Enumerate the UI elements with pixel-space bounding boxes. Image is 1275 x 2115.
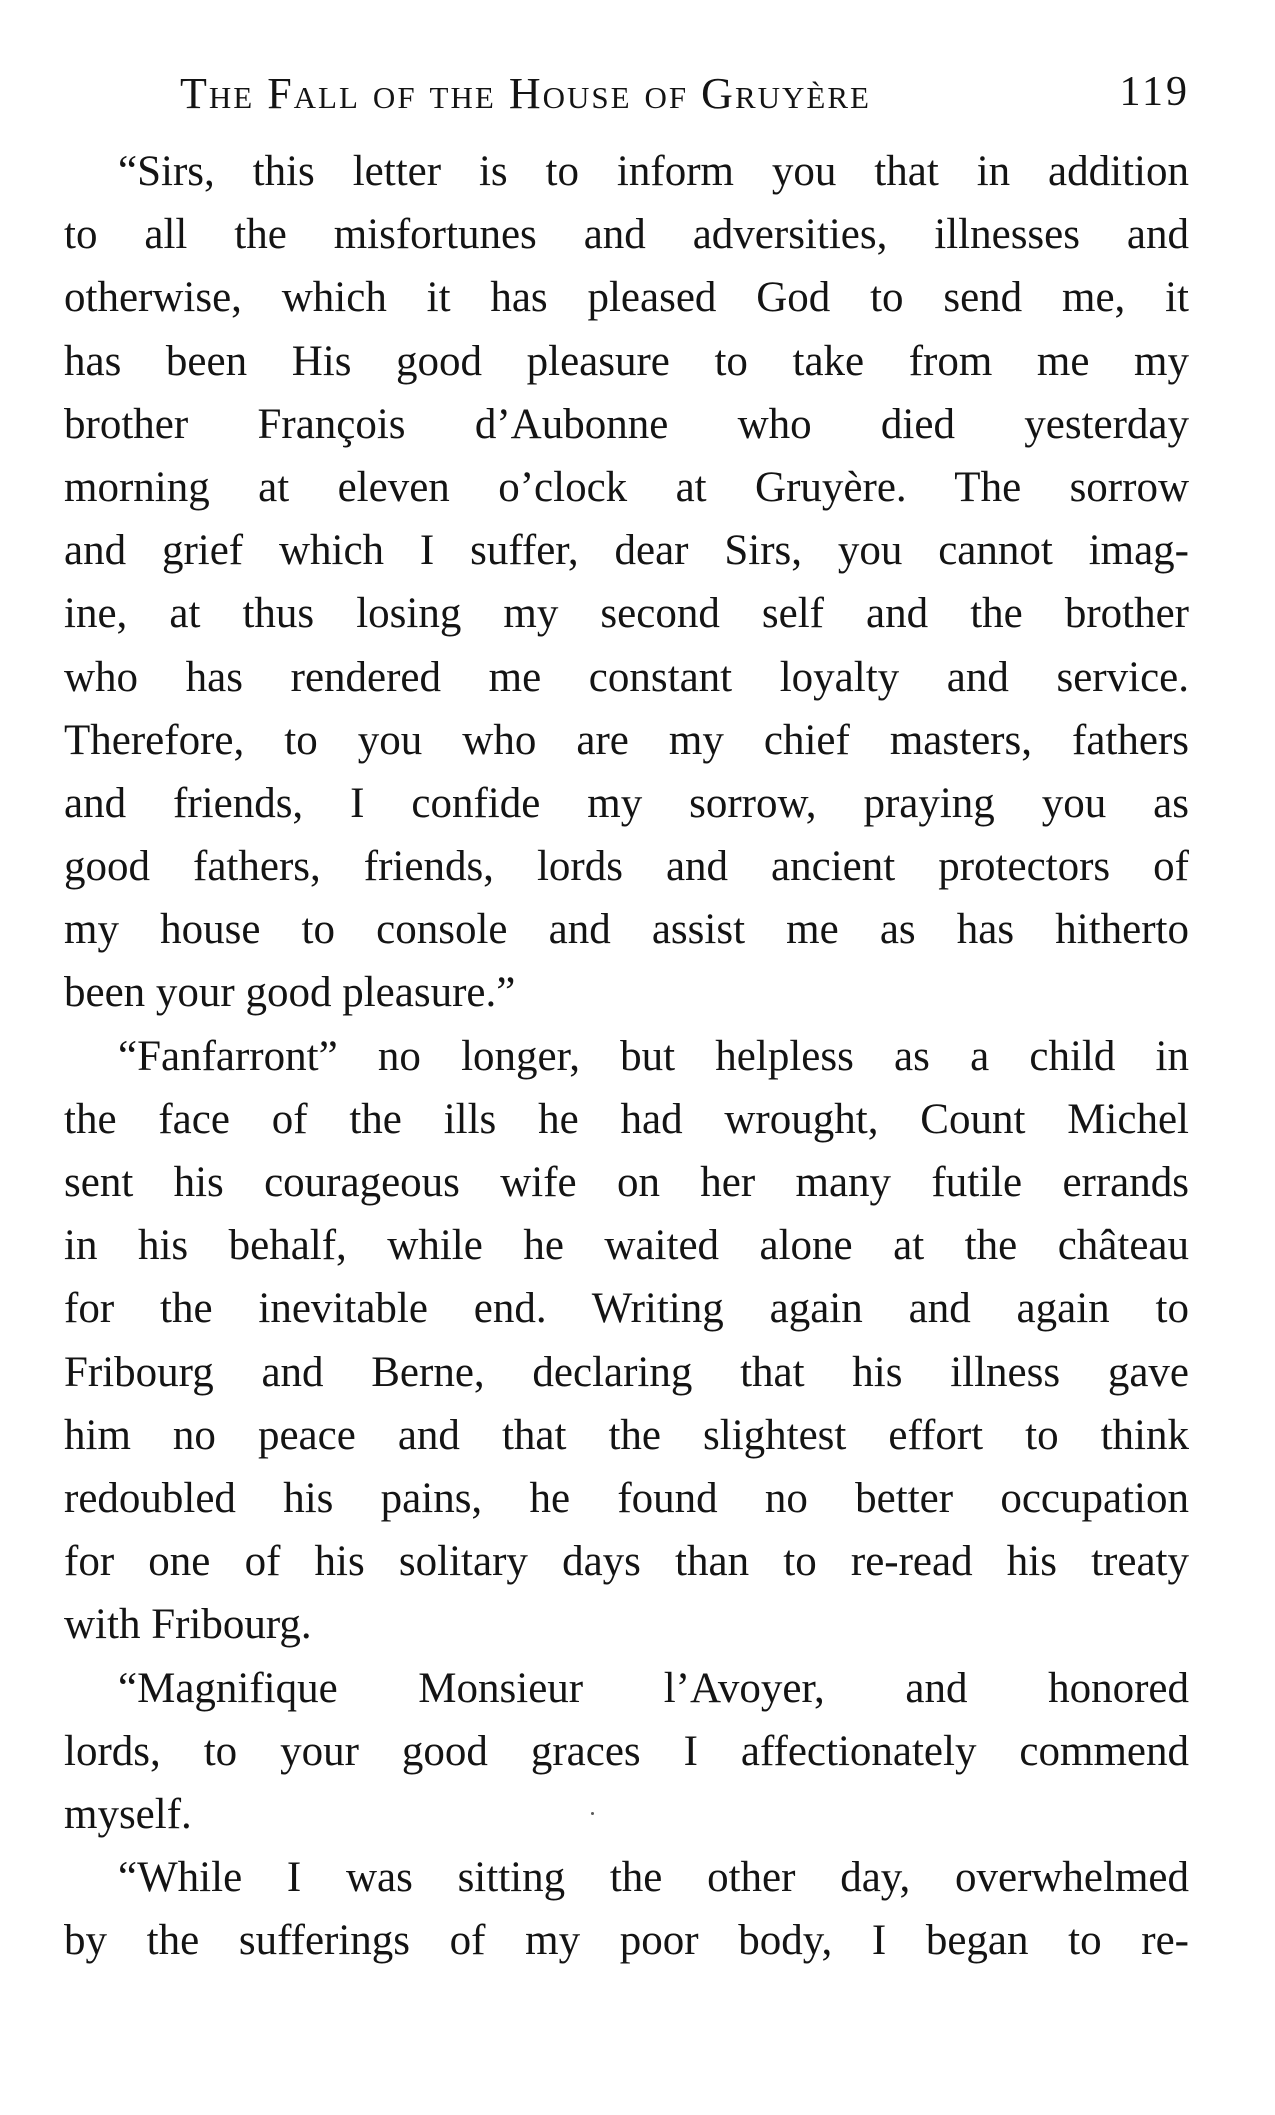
text-line: morning at eleven o’clock at Gruyère. The sorrow	[64, 463, 1189, 511]
text-line: lords, to your good graces I affectionately commend	[64, 1727, 1189, 1775]
text-line: by the sufferings of my poor body, I began to re-	[64, 1917, 1189, 1965]
text-line: “Fanfarront” no longer, but helpless as a child in	[118, 1032, 1189, 1080]
text-line: who has rendered me constant loyalty and service.	[64, 653, 1189, 701]
text-line: redoubled his pains, he found no better occupation	[64, 1474, 1189, 1522]
text-line: Therefore, to you who are my chief masters, fathers	[64, 716, 1189, 764]
text-line: “While I was sitting the other day, overwhelmed	[118, 1854, 1189, 1902]
page-number: 119	[1119, 69, 1190, 115]
running-head-title: The Fall of the House of Gruyère	[180, 69, 871, 118]
text-line: the face of the ills he had wrought, Count Michel	[64, 1095, 1189, 1143]
text-line: has been His good pleasure to take from me my	[64, 337, 1189, 385]
body-text	[64, 140, 1189, 1972]
running-head	[180, 68, 1190, 128]
text-line: for the inevitable end. Writing again and again to	[64, 1285, 1189, 1333]
text-line: “Sirs, this letter is to inform you that in addition	[118, 148, 1189, 195]
text-line: ine, at thus losing my second self and the brother	[64, 590, 1189, 638]
print-speck	[591, 1812, 594, 1815]
text-line: “Magnifique Monsieur l’Avoyer, and honored	[118, 1664, 1189, 1712]
text-line: been your good pleasure.”	[64, 969, 516, 1017]
text-line: myself.	[64, 1790, 192, 1838]
text-line: otherwise, which it has pleased God to send me, it	[64, 274, 1189, 322]
text-line: with Fribourg.	[64, 1601, 312, 1649]
text-line: him no peace and that the slightest effort to think	[64, 1411, 1189, 1459]
text-line: my house to console and assist me as has hitherto	[64, 906, 1189, 954]
text-line: sent his courageous wife on her many futile errands	[64, 1159, 1189, 1206]
text-line: and friends, I confide my sorrow, praying you as	[64, 779, 1189, 827]
text-line: good fathers, friends, lords and ancient protectors of	[64, 843, 1189, 891]
text-line: to all the misfortunes and adversities, illnesses and	[64, 211, 1189, 259]
text-line: brother François d’Aubonne who died yesterday	[64, 400, 1189, 448]
text-line: for one of his solitary days than to re-read his treaty	[64, 1538, 1189, 1586]
text-line: and grief which I suffer, dear Sirs, you cannot imag-	[64, 527, 1189, 575]
text-line: in his behalf, while he waited alone at the château	[64, 1222, 1189, 1270]
text-line: Fribourg and Berne, declaring that his illness gave	[64, 1348, 1189, 1396]
